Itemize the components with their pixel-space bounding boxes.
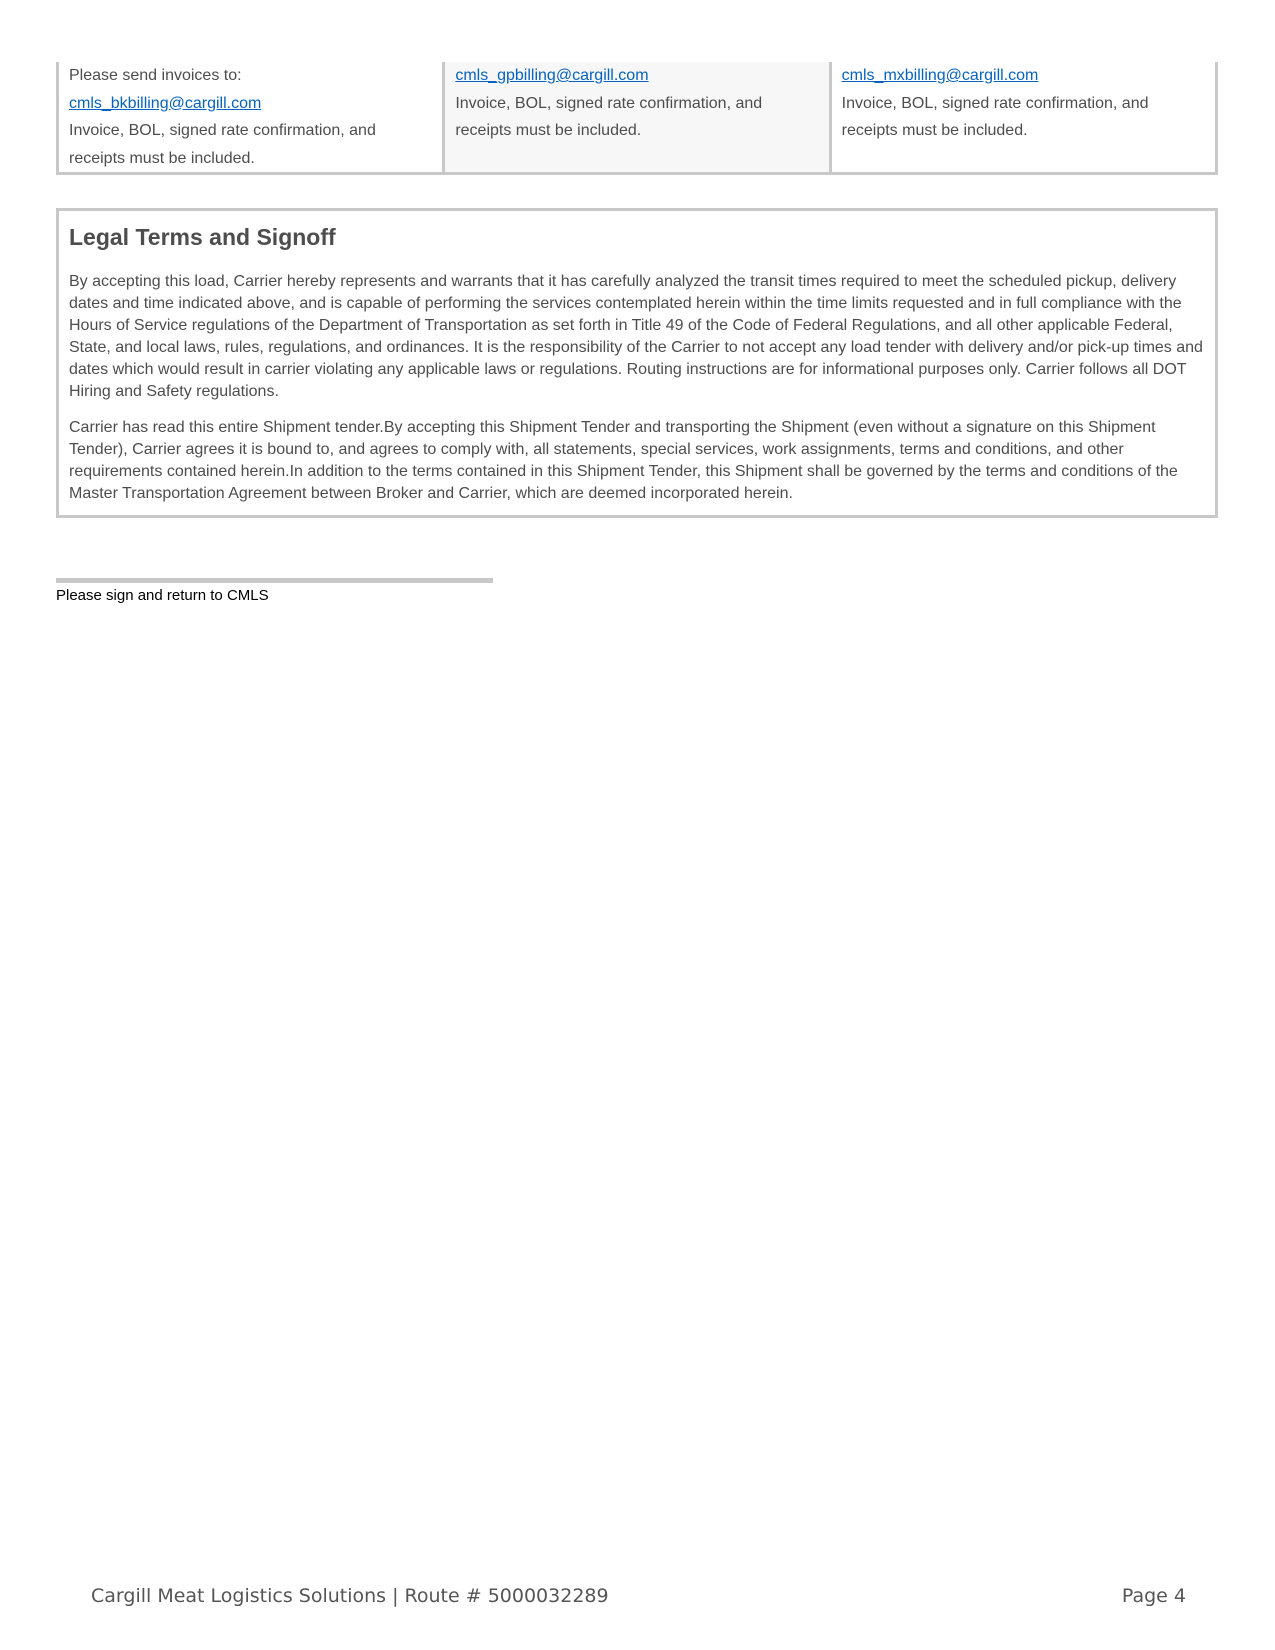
billing-note-line-2: receipts must be included.	[69, 149, 255, 167]
legal-paragraph-2: Carrier has read this entire Shipment tender.By accepting this Shipment Tender and transporting the Shipment (even without a signature on this Shipment Tender), Carrier agrees it is bound to, and agrees to comply with, all statements, special services, work assignments, terms and conditions, and other requirements contained herein.In addition to the terms contained in this Shipment Tender, this Shipment shall be governed by the terms and conditions of the Master Transportation Agreement between Broker and Carrier, which are deemed incorporated herein.	[69, 419, 1178, 502]
legal-terms-section	[56, 208, 1218, 518]
billing-note-line-1: Invoice, BOL, signed rate confirmation, and	[841, 94, 1149, 112]
footer-page-number: Page 4	[1121, 1585, 1186, 1607]
footer-route-info: Cargill Meat Logistics Solutions | Route # 5000032289	[91, 1585, 609, 1607]
billing-column-mx	[829, 62, 1215, 172]
billing-column-gp	[442, 62, 828, 172]
billing-column-bk	[59, 62, 442, 172]
signature-caption: Please sign and return to CMLS	[56, 587, 269, 604]
billing-note-line-2: receipts must be included.	[841, 122, 1028, 139]
gp-billing-email-link[interactable]: cmls_gpbilling@cargill.com	[455, 67, 649, 84]
billing-note-line-1: Invoice, BOL, signed rate confirmation, and	[455, 94, 763, 112]
bk-billing-email-link[interactable]: cmls_bkbilling@cargill.com	[69, 94, 262, 112]
mx-billing-email-link[interactable]: cmls_mxbilling@cargill.com	[841, 67, 1039, 84]
billing-note-line-2: receipts must be included.	[455, 122, 642, 139]
billing-table	[56, 62, 1218, 175]
legal-terms-title: Legal Terms and Signoff	[69, 224, 336, 250]
signature-line	[56, 578, 493, 583]
legal-paragraph-1: By accepting this load, Carrier hereby represents and warrants that it has carefully analyzed the transit times required to meet the scheduled pickup, delivery dates and time indicated above, and is capable of performing the services contemplated herein within the time limits requested and in full compliance with the Hours of Service regulations of the Department of Transportation as set forth in Title 49 of the Code of Federal Regulations, and all other applicable Federal, State, and local laws, rules, regulations, and ordinances. It is the responsibility of the Carrier to not accept any load tender with delivery and/or pick-up times and dates which would result in carrier violating any applicable laws or regulations. Routing instructions are for informational purposes only. Carrier follows all DOT Hiring and Safety regulations.	[69, 273, 1203, 400]
billing-intro: Please send invoices to:	[69, 67, 242, 84]
billing-note-line-1: Invoice, BOL, signed rate confirmation, and	[69, 122, 376, 139]
